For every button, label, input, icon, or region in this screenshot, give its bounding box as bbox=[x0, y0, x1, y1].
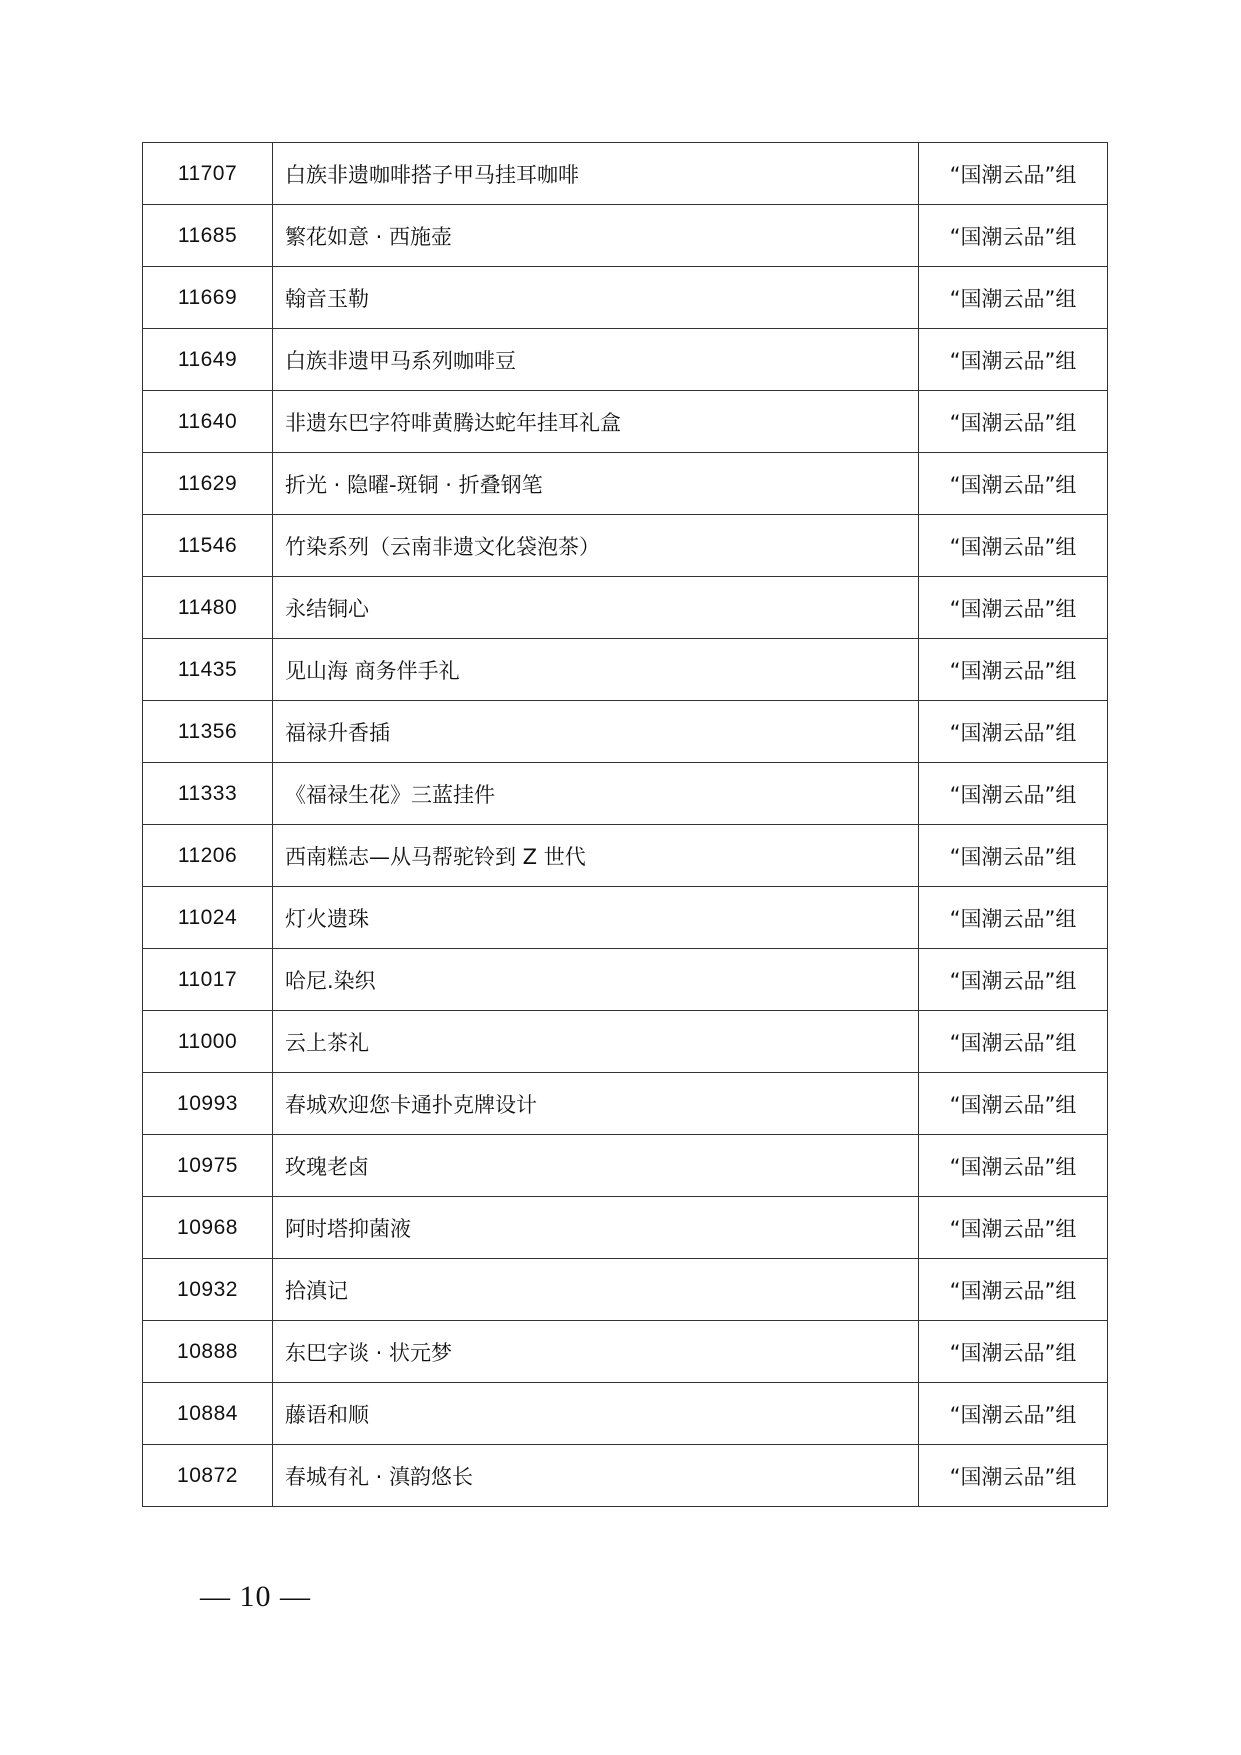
entry-group-cell: “国潮云品”组 bbox=[919, 763, 1108, 825]
table-row bbox=[143, 1383, 1108, 1445]
entry-name-cell: 竹染系列（云南非遗文化袋泡茶） bbox=[273, 515, 919, 577]
entry-name-cell: 翰音玉勒 bbox=[273, 267, 919, 329]
table-row bbox=[143, 949, 1108, 1011]
table-row bbox=[143, 1073, 1108, 1135]
entry-name-cell: 春城有礼 · 滇韵悠长 bbox=[273, 1445, 919, 1507]
table-row bbox=[143, 1259, 1108, 1321]
entry-group-cell: “国潮云品”组 bbox=[919, 887, 1108, 949]
entry-name-cell: 云上茶礼 bbox=[273, 1011, 919, 1073]
entry-id-cell: 11000 bbox=[143, 1011, 273, 1073]
entry-id-cell: 11546 bbox=[143, 515, 273, 577]
entry-group-cell: “国潮云品”组 bbox=[919, 825, 1108, 887]
table-row bbox=[143, 1197, 1108, 1259]
entry-name-cell: 拾滇记 bbox=[273, 1259, 919, 1321]
entry-name-cell: 灯火遗珠 bbox=[273, 887, 919, 949]
entry-id-cell: 10993 bbox=[143, 1073, 273, 1135]
table-row bbox=[143, 1135, 1108, 1197]
table-row bbox=[143, 577, 1108, 639]
table-row bbox=[143, 205, 1108, 267]
entry-group-cell: “国潮云品”组 bbox=[919, 267, 1108, 329]
entry-id-cell: 10975 bbox=[143, 1135, 273, 1197]
entry-id-cell: 11669 bbox=[143, 267, 273, 329]
entry-id-cell: 11206 bbox=[143, 825, 273, 887]
table-row bbox=[143, 1321, 1108, 1383]
entry-name-cell: 阿时塔抑菌液 bbox=[273, 1197, 919, 1259]
page-number: — 10 — bbox=[200, 1580, 311, 1613]
entry-group-cell: “国潮云品”组 bbox=[919, 1383, 1108, 1445]
entry-id-cell: 11685 bbox=[143, 205, 273, 267]
entry-name-cell: 玫瑰老卤 bbox=[273, 1135, 919, 1197]
entry-group-cell: “国潮云品”组 bbox=[919, 1445, 1108, 1507]
entries-body bbox=[143, 143, 1108, 1507]
entry-group-cell: “国潮云品”组 bbox=[919, 1135, 1108, 1197]
entry-id-cell: 10968 bbox=[143, 1197, 273, 1259]
table-row bbox=[143, 701, 1108, 763]
entry-name-cell: 东巴字谈 · 状元梦 bbox=[273, 1321, 919, 1383]
entry-name-cell: 西南糕志—从马帮驼铃到 Z 世代 bbox=[273, 825, 919, 887]
table-row bbox=[143, 453, 1108, 515]
entry-group-cell: “国潮云品”组 bbox=[919, 205, 1108, 267]
entry-name-cell: 白族非遗咖啡搭子甲马挂耳咖啡 bbox=[273, 143, 919, 205]
entry-id-cell: 11629 bbox=[143, 453, 273, 515]
entry-group-cell: “国潮云品”组 bbox=[919, 639, 1108, 701]
table-row bbox=[143, 1011, 1108, 1073]
entry-name-cell: 非遗东巴字符啡黄腾达蛇年挂耳礼盒 bbox=[273, 391, 919, 453]
entry-id-cell: 11017 bbox=[143, 949, 273, 1011]
entry-name-cell: 《福禄生花》三蓝挂件 bbox=[273, 763, 919, 825]
entry-id-cell: 11435 bbox=[143, 639, 273, 701]
entry-group-cell: “国潮云品”组 bbox=[919, 329, 1108, 391]
entry-name-cell: 藤语和顺 bbox=[273, 1383, 919, 1445]
entry-group-cell: “国潮云品”组 bbox=[919, 1259, 1108, 1321]
entry-group-cell: “国潮云品”组 bbox=[919, 949, 1108, 1011]
table-row bbox=[143, 267, 1108, 329]
entry-group-cell: “国潮云品”组 bbox=[919, 453, 1108, 515]
table-row bbox=[143, 639, 1108, 701]
table-row bbox=[143, 391, 1108, 453]
entry-id-cell: 11024 bbox=[143, 887, 273, 949]
entry-name-cell: 白族非遗甲马系列咖啡豆 bbox=[273, 329, 919, 391]
table-row bbox=[143, 763, 1108, 825]
entry-id-cell: 11356 bbox=[143, 701, 273, 763]
entry-group-cell: “国潮云品”组 bbox=[919, 577, 1108, 639]
table-row bbox=[143, 143, 1108, 205]
entry-id-cell: 10884 bbox=[143, 1383, 273, 1445]
entry-id-cell: 11333 bbox=[143, 763, 273, 825]
entry-id-cell: 11640 bbox=[143, 391, 273, 453]
table-row bbox=[143, 329, 1108, 391]
entry-name-cell: 福禄升香插 bbox=[273, 701, 919, 763]
table-row bbox=[143, 825, 1108, 887]
entry-group-cell: “国潮云品”组 bbox=[919, 1321, 1108, 1383]
entry-group-cell: “国潮云品”组 bbox=[919, 143, 1108, 205]
entry-group-cell: “国潮云品”组 bbox=[919, 1197, 1108, 1259]
entry-name-cell: 永结铜心 bbox=[273, 577, 919, 639]
entry-group-cell: “国潮云品”组 bbox=[919, 391, 1108, 453]
entry-name-cell: 见山海 商务伴手礼 bbox=[273, 639, 919, 701]
entry-group-cell: “国潮云品”组 bbox=[919, 1011, 1108, 1073]
entry-name-cell: 繁花如意 · 西施壶 bbox=[273, 205, 919, 267]
entry-name-cell: 春城欢迎您卡通扑克牌设计 bbox=[273, 1073, 919, 1135]
entry-id-cell: 10932 bbox=[143, 1259, 273, 1321]
entry-id-cell: 11649 bbox=[143, 329, 273, 391]
entry-id-cell: 11480 bbox=[143, 577, 273, 639]
entry-name-cell: 折光 · 隐曜-斑铜 · 折叠钢笔 bbox=[273, 453, 919, 515]
entry-group-cell: “国潮云品”组 bbox=[919, 701, 1108, 763]
table-row bbox=[143, 887, 1108, 949]
table-row bbox=[143, 1445, 1108, 1507]
entry-id-cell: 11707 bbox=[143, 143, 273, 205]
entry-id-cell: 10872 bbox=[143, 1445, 273, 1507]
entry-name-cell: 哈尼.染织 bbox=[273, 949, 919, 1011]
entry-group-cell: “国潮云品”组 bbox=[919, 515, 1108, 577]
entries-table bbox=[142, 142, 1108, 1507]
table-row bbox=[143, 515, 1108, 577]
entry-group-cell: “国潮云品”组 bbox=[919, 1073, 1108, 1135]
entry-id-cell: 10888 bbox=[143, 1321, 273, 1383]
